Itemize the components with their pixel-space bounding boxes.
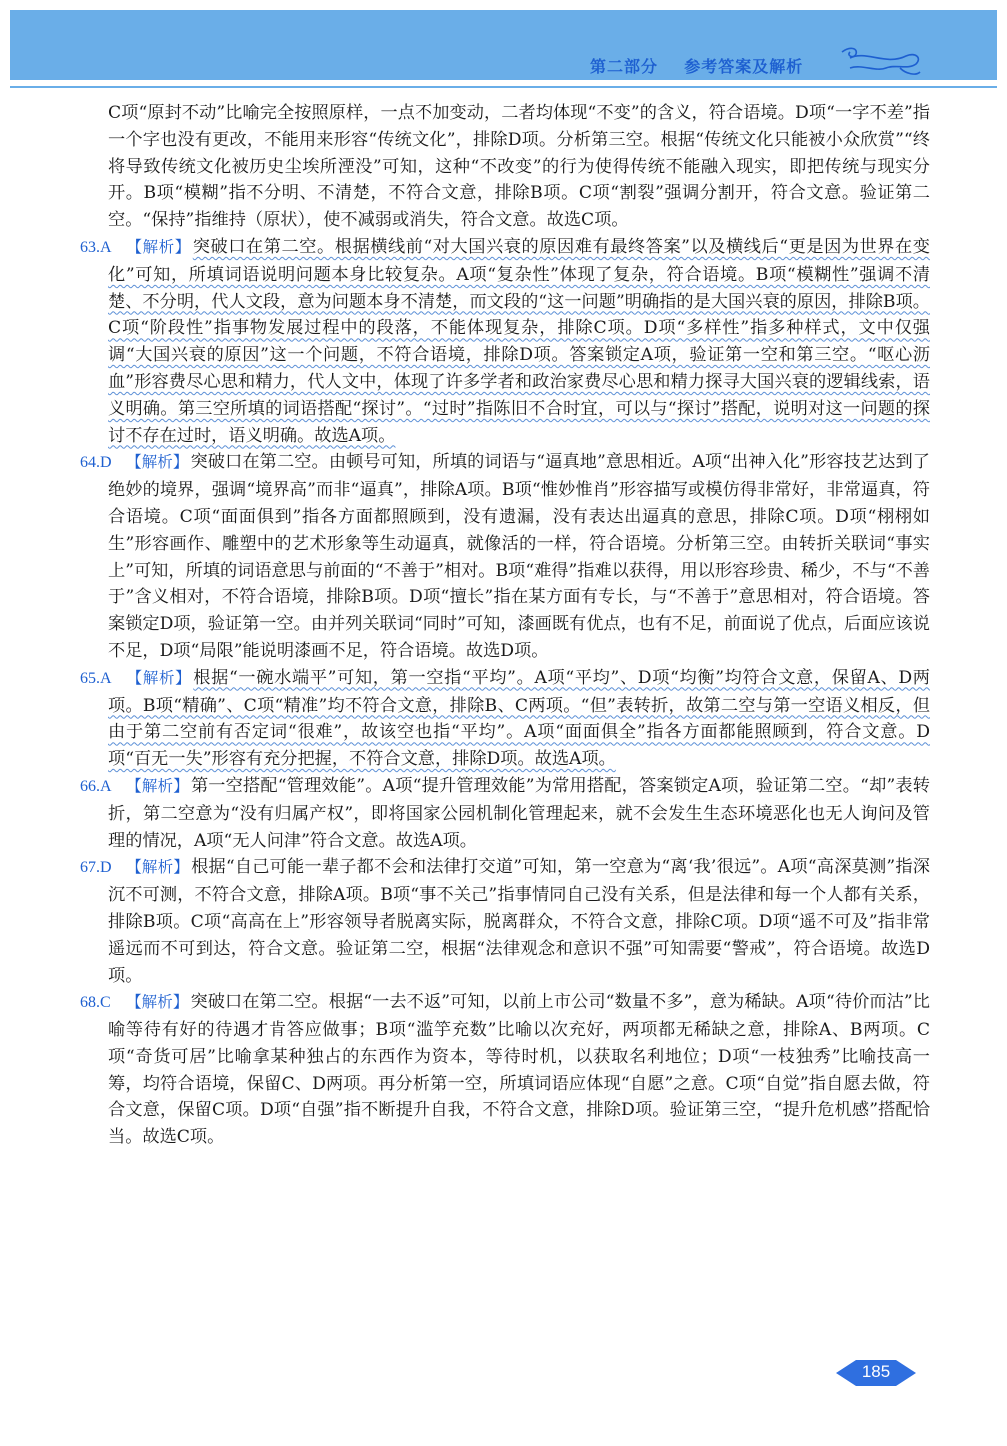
analysis-tag: 【解析】: [126, 993, 189, 1012]
analysis-tag: 【解析】: [126, 453, 189, 472]
question-number: 64.D: [80, 454, 112, 472]
analysis-tag: 【解析】: [126, 858, 190, 877]
question-number: 68.C: [80, 994, 111, 1012]
ribbon-ornament-icon: [836, 44, 926, 80]
analysis-tag: 【解析】: [126, 237, 191, 256]
page-number-badge: [836, 1359, 916, 1387]
answer-entry-67: [80, 854, 930, 989]
analysis-tag: 【解析】: [126, 668, 192, 687]
answer-entry-64: [80, 449, 930, 664]
question-number: 63.A: [80, 238, 112, 256]
answer-entry-63: [80, 234, 930, 449]
header-rule: [10, 86, 997, 88]
answer-entry-65: [80, 665, 930, 773]
section-title: 第二部分 参考答案及解析: [590, 57, 804, 76]
answer-entry-68: [80, 989, 930, 1151]
answer-entry-66: [80, 773, 930, 854]
question-number: 65.A: [80, 669, 112, 687]
analysis-tag: 【解析】: [126, 776, 189, 795]
question-number: 67.D: [80, 859, 112, 877]
continuation-paragraph: C项“原封不动”比喻完全按照原样，一点不加变动，二者均体现“不变”的含义，符合语境。D项“一字不差”指一个字也没有更改，不能用来形容“传统文化”，排除D项。分析第三空。根据“传统文化只能被小众欣赏”“终将导致传统文化被历史尘埃所湮没”可知，这种“不改变”的行为使得传统不能融入现实，即把传统与现实分开。B项“模糊”指不分明、不清楚，不符合文意，排除B项。C项“割裂”强调分割开，符合文意。验证第二空。“保持”指维持（原状），使不减弱或消失，符合文意。故选C项。: [108, 103, 930, 231]
answer-content: [80, 100, 930, 1151]
page-number: 185: [861, 1362, 891, 1381]
analysis-text: 根据“自己可能一辈子都不会和法律打交道”可知，第一空意为“离‘我’很远”。A项“高深莫测”指深沉不可测，不符合文意，排除A项。B项“事不关己”指事情同自己没有关系，但是法律和每一个人都有关系，排除B项。C项“高高在上”形容领导者脱离实际，脱离群众，不符合文意，排除C项。D项“遥不可及”指非常遥远而不可到达，符合文意。验证第二空，根据“法律观念和意识不强”可知需要“警戒”，符合语境。故选D项。: [108, 857, 930, 986]
analysis-text: 第一空搭配“管理效能”。A项“提升管理效能”为常用搭配，答案锁定A项，验证第二空。“却”表转折，第二空意为“没有归属产权”，即将国家公园机制化管理起来，就不会发生生态环境恶化也无人询问及管理的情况，A项“无人问津”符合文意。故选A项。: [108, 775, 930, 851]
analysis-text: 根据“一碗水端平”可知，第一空指“平均”。A项“平均”、D项“均衡”均符合文意，保留A、D两项。B项“精确”、C项“精准”均不符合文意，排除B、C两项。“但”表转折，故第二空与第一空语义相反，但由于第二空前有否定词“很难”，故该空也指“平均”。A项“面面俱全”指各方面都能照顾到，符合文意。D项“百无一失”形容有充分把握，不符合文意，排除D项。故选A项。: [108, 667, 930, 770]
analysis-text: 突破口在第二空。根据横线前“对大国兴衰的原因难有最终答案”以及横线后“更是因为世界在变化”可知，所填词语说明问题本身比较复杂。A项“复杂性”体现了复杂，符合语境。B项“模糊性”强调不清楚、不分明，代人文段，意为问题本身不清楚，而文段的“这一问题”明确指的是大国兴衰的原因，排除B项。C项“阶段性”指事物发展过程中的段落，不能体现复杂，排除C项。D项“多样性”指多种样式，文中仅强调“大国兴衰的原因”这一个问题，不符合语境，排除D项。答案锁定A项，验证第一空和第三空。“呕心沥血”形容费尽心思和精力，代人文中，体现了许多学者和政治家费尽心思和精力探寻大国兴衰的逻辑线索，语义明确。第三空所填的词语搭配“探讨”。“过时”指陈旧不合时宜，可以与“探讨”搭配，说明对这一问题的探讨不存在过时，语义明确。故选A项。: [108, 236, 930, 446]
analysis-text: 突破口在第二空。由顿号可知，所填的词语与“逼真地”意思相近。A项“出神入化”形容技艺达到了绝妙的境界，强调“境界高”而非“逼真”，排除A项。B项“惟妙惟肖”形容描写或模仿得非常好，非常逼真，符合语境。C项“面面俱到”指各方面都照顾到，没有遗漏，没有表达出逼真的意思，排除C项。D项“栩栩如生”形容画作、雕塑中的艺术形象等生动逼真，就像活的一样，符合语境。分析第三空。由转折关联词“事实上”可知，所填的词语意思与前面的“不善于”相对。B项“难得”指难以获得，用以形容珍贵、稀少，不与“不善于”含义相对，不符合语境，排除B项。D项“擅长”指在某方面有专长，与“不善于”意思相对，符合语境。答案锁定D项，验证第一空。由并列关联词“同时”可知，漆画既有优点，也有不足，前面说了优点，后面应该说不足，D项“局限”能说明漆画不足，符合语境。故选D项。: [108, 452, 930, 661]
analysis-text: 突破口在第二空。根据“一去不返”可知，以前上市公司“数量不多”，意为稀缺。A项“待价而沽”比喻等待有好的待遇才肯答应做事；B项“滥竽充数”比喻以次充好，两项都无稀缺之意，排除A、B两项。C项“奇货可居”比喻拿某种独占的东西作为资本，等待时机，以获取名利地位；D项“一枝独秀”比喻技高一筹，均符合语境，保留C、D两项。再分析第一空，所填词语应体现“自愿”之意。C项“自觉”指自愿去做，符合文意，保留C项。D项“自强”指不断提升自我，不符合文意，排除D项。验证第三空，“提升危机感”搭配恰当。故选C项。: [108, 992, 930, 1148]
question-number: 66.A: [80, 777, 112, 795]
